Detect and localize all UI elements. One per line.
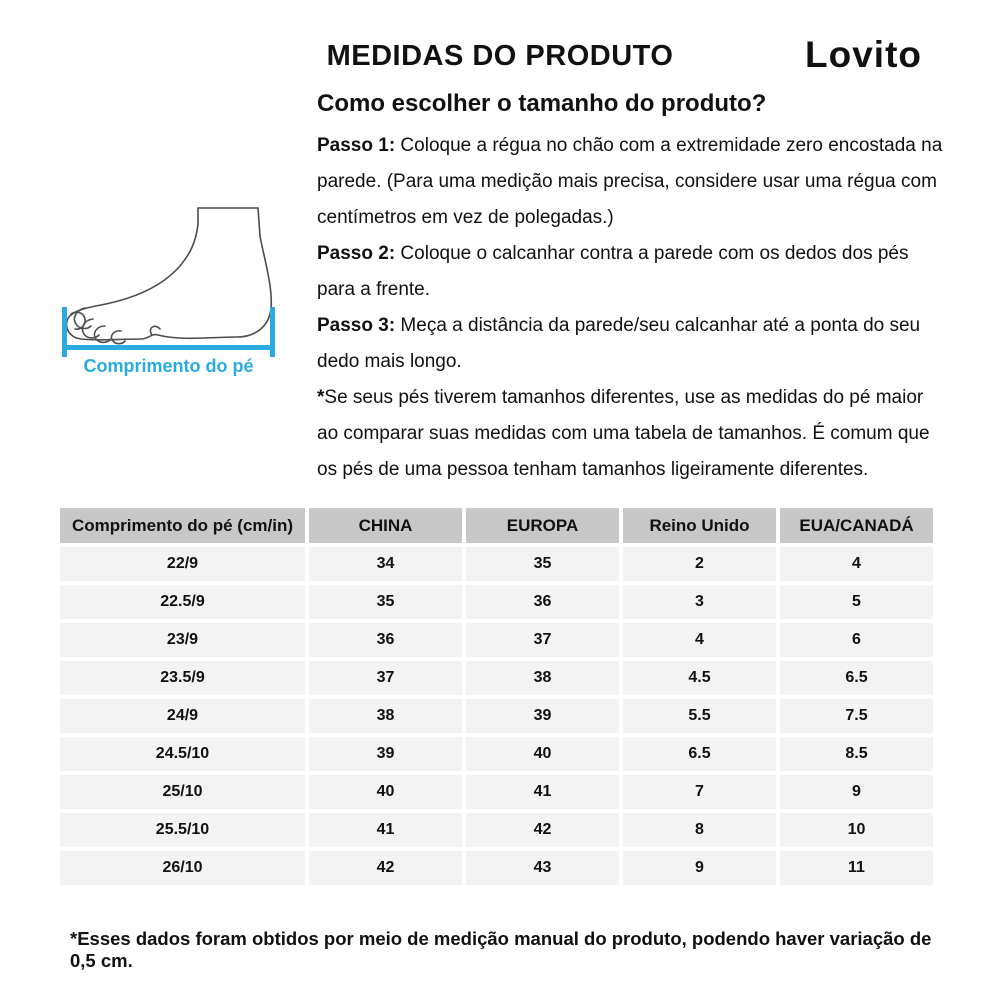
table-row: [60, 661, 933, 695]
table-cell: 6.5: [780, 661, 933, 695]
table-cell: 4: [623, 623, 776, 657]
table-cell: 40: [466, 737, 619, 771]
table-cell: 8: [623, 813, 776, 847]
table-cell: 42: [466, 813, 619, 847]
header-reino-unido: Reino Unido: [623, 508, 776, 543]
table-row: [60, 813, 933, 847]
step-2-text: Coloque o calcanhar contra a parede com os dedos dos pés para a frente.: [317, 243, 909, 300]
table-cell: 9: [780, 775, 933, 809]
table-cell: 43: [466, 851, 619, 885]
step-2-label: Passo 2:: [317, 243, 396, 264]
table-cell: 24/9: [60, 699, 305, 733]
step-2: [317, 236, 945, 308]
table-cell: 39: [466, 699, 619, 733]
table-cell: 25.5/10: [60, 813, 305, 847]
table-cell: 41: [466, 775, 619, 809]
table-cell: 2: [623, 547, 776, 581]
table-cell: 36: [309, 623, 462, 657]
table-cell: 5: [780, 585, 933, 619]
table-row: [60, 737, 933, 771]
instructions: [317, 90, 945, 488]
measurement-disclaimer: *Esses dados foram obtidos por meio de medição manual do produto, podendo haver variação de 0,5 cm.: [70, 928, 932, 971]
table-cell: 6.5: [623, 737, 776, 771]
table-cell: 4: [780, 547, 933, 581]
table-cell: 34: [309, 547, 462, 581]
table-cell: 40: [309, 775, 462, 809]
header-china: CHINA: [309, 508, 462, 543]
foot-length-label: Comprimento do pé: [83, 356, 254, 376]
table-cell: 7.5: [780, 699, 933, 733]
table-cell: 38: [466, 661, 619, 695]
header-europa: EUROPA: [466, 508, 619, 543]
step-3-label: Passo 3:: [317, 315, 396, 336]
step-3-text: Meça a distância da parede/seu calcanhar até a ponta do seu dedo mais longo.: [317, 315, 921, 372]
table-cell: 25/10: [60, 775, 305, 809]
table-row: [60, 623, 933, 657]
table-cell: 38: [309, 699, 462, 733]
step-1: [317, 128, 945, 236]
table-cell: 35: [466, 547, 619, 581]
size-table: [56, 504, 937, 889]
header-foot-length: Comprimento do pé (cm/in): [60, 508, 305, 543]
table-row: [60, 851, 933, 885]
table-cell: 24.5/10: [60, 737, 305, 771]
header-eua-canada: EUA/CANADÁ: [780, 508, 933, 543]
table-header-row: [60, 508, 933, 543]
table-cell: 37: [309, 661, 462, 695]
table-cell: 22/9: [60, 547, 305, 581]
table-cell: 39: [309, 737, 462, 771]
table-cell: 11: [780, 851, 933, 885]
table-row: [60, 699, 933, 733]
table-cell: 36: [466, 585, 619, 619]
table-cell: 26/10: [60, 851, 305, 885]
size-conversion-table: [56, 504, 937, 889]
size-difference-note: [317, 380, 945, 488]
table-cell: 7: [623, 775, 776, 809]
measure-line: [62, 345, 275, 350]
foot-illustration: [40, 198, 302, 348]
table-cell: 10: [780, 813, 933, 847]
table-row: [60, 775, 933, 809]
table-cell: 35: [309, 585, 462, 619]
table-cell: 5.5: [623, 699, 776, 733]
step-3: [317, 308, 945, 380]
table-cell: 9: [623, 851, 776, 885]
table-cell: 8.5: [780, 737, 933, 771]
table-cell: 23/9: [60, 623, 305, 657]
table-cell: 22.5/9: [60, 585, 305, 619]
table-cell: 41: [309, 813, 462, 847]
table-cell: 37: [466, 623, 619, 657]
table-cell: 3: [623, 585, 776, 619]
section-subtitle: Como escolher o tamanho do produto?: [317, 90, 767, 117]
step-1-text: Coloque a régua no chão com a extremidade zero encostada na parede. (Para uma medição mais precisa, considere usar uma régua com centímetros em vez de polegadas.): [317, 135, 943, 228]
page-title: MEDIDAS DO PRODUTO: [326, 40, 674, 72]
table-cell: 23.5/9: [60, 661, 305, 695]
brand-logo: Lovito: [805, 34, 922, 75]
table-cell: 6: [780, 623, 933, 657]
size-difference-note-star: *: [317, 387, 325, 408]
table-row: [60, 585, 933, 619]
table-cell: 42: [309, 851, 462, 885]
size-difference-note-text: Se seus pés tiverem tamanhos diferentes, use as medidas do pé maior ao comparar suas medidas com uma tabela de tamanhos. É comum que os pés de uma pessoa tenham tamanhos ligeiramente diferentes.: [317, 387, 930, 480]
foot-measurement-figure: [40, 198, 302, 390]
table-cell: 4.5: [623, 661, 776, 695]
table-row: [60, 547, 933, 581]
step-1-label: Passo 1:: [317, 135, 396, 156]
